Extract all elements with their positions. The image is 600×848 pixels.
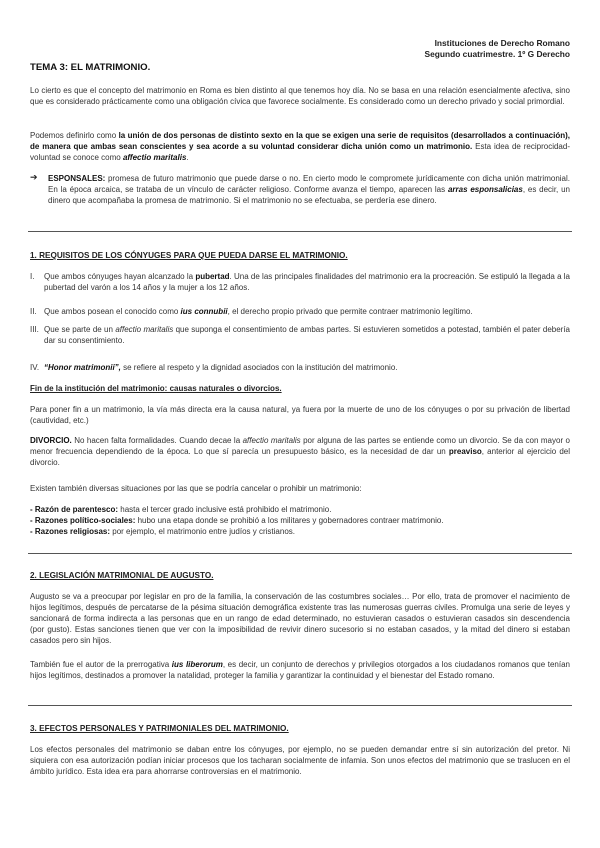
item-ii-text xyxy=(44,306,570,317)
razones-religiosas-text: por ejemplo, el matrimonio entre judíos y cristianos. xyxy=(110,527,295,536)
header-institution: Instituciones de Derecho Romano xyxy=(434,38,570,48)
augusto-p2-a: También fue el autor de la prerrogativa xyxy=(30,660,172,669)
item-i-number: I. xyxy=(30,272,35,281)
document-title: TEMA 3: EL MATRIMONIO. xyxy=(30,62,151,73)
item-iv-text xyxy=(44,362,570,373)
item-iii-c: que suponga el consentimiento de ambas partes. Si estuvieren sometidos a potestad, también el pater debería dar su consentimiento. xyxy=(44,325,571,345)
arras-term: arras esponsalicias xyxy=(447,185,523,194)
document-header xyxy=(425,38,570,60)
divorcio-d: por alguna de las partes se entiende como un divorcio. Se da con mayor o menor frecuencia dependiendo de la época. Lo que sí parecía un presupuesto básico, es la necesidad de dar un xyxy=(30,436,571,456)
esponsales-paragraph xyxy=(48,173,570,206)
razones-religiosas xyxy=(30,526,570,537)
honor-matrimonii-term: “Honor matrimonii”, xyxy=(44,363,121,372)
item-ii-number: II. xyxy=(30,307,37,316)
razon-parentesco xyxy=(30,504,570,515)
item-i-a: Que ambos cónyuges hayan alcanzado la xyxy=(44,272,196,281)
arrow-bullet-icon: ➔ xyxy=(30,172,38,182)
efectos-paragraph: Los efectos personales del matrimonio se daban entre los cónyuges, por ejemplo, no se pueden demandar entre sí sin autorización del pretor. Ni siquiera con esa autorización podían iniciar procesos que los tacharan socialmente de infamia. Son unos efectos del matrimonio que se traslucen en el ámbito jurídico. Esta idea era para ahorrarse controversias en el matrimonio. xyxy=(30,745,570,776)
intro-paragraph-2 xyxy=(30,130,570,163)
item-i-c: . Una de las principales finalidades del matrimonio era la procreación. Se estipuló la llegada a la pubertad del varón a los 14 años y la mujer a los 12 años. xyxy=(44,272,570,292)
section-divider-2 xyxy=(28,553,572,554)
divorcio-paragraph xyxy=(30,435,570,468)
fin-heading: Fin de la institución del matrimonio: causas naturales o divorcios. xyxy=(30,384,282,393)
intro-p2-affectio: affectio maritalis xyxy=(122,153,187,162)
augusto-paragraph-1: Augusto se va a preocupar por legislar en pro de la familia, la conservación de las costumbres sociales… Por ello, trata de promover el nacimiento de hijos legítimos, después de percatarse de la pésima situación demográfica existente tras las numerosas guerras civiles. Promulga una serie de leyes y sancionará de forma indirecta a las personas que en un rango de edad determinado, no estuvieran casados o estuvieran casados sin descendencia (por gusto). Estas sanciones tienen que ver con la imposibilidad de revivir dinero sucesorio si no estaban casados, y la mitad del dinero si estaban casados pero sin hijos. xyxy=(30,592,570,645)
razones-religiosas-label: - Razones religiosas: xyxy=(30,527,111,536)
divorcio-affectio: affectio maritalis xyxy=(242,436,301,445)
augusto-p2-c: , es decir, un conjunto de derechos y privilegios otorgados a los ciudadanos romanos que tenían hijos legítimos, destinados a promover la natalidad, proteger la familia y garantizar la continuidad y el bienestar del Estado romano. xyxy=(30,660,570,680)
item-iii-text xyxy=(44,324,570,346)
razones-politico-text: hubo una etapa donde se prohibió a los militares y gobernadores contraer matrimonio. xyxy=(135,516,444,525)
esponsales-text: promesa de futuro matrimonio que puede darse o no. En cierto modo le compromete jurídicamente con dicha unión matrimonial. En la época arcaica, se trataba de un vínculo de carácter religioso. Conforme avanza el tiempo, aparecen las xyxy=(48,174,570,194)
item-iv-b: se refiere al respeto y la dignidad asociados con la institución del matrimonio. xyxy=(120,363,398,372)
section-divider-1 xyxy=(28,231,572,232)
razones-politico-sociales xyxy=(30,515,570,526)
razones-politico-label: - Razones político-sociales: xyxy=(30,516,136,525)
intro-p2-text: Podemos definirlo como xyxy=(30,131,119,140)
section-1-heading: 1. REQUISITOS DE LOS CÓNYUGES PARA QUE PUEDA DARSE EL MATRIMONIO. xyxy=(30,251,348,260)
razon-parentesco-label: - Razón de parentesco: xyxy=(30,505,119,514)
header-course: Segundo cuatrimestre. 1º G Derecho xyxy=(424,49,570,59)
item-iv-number: IV. xyxy=(30,363,40,372)
esponsales-text-2: , es decir, un dinero que acompañaba la promesa de matrimonio. Si el matrimonio no se efectuaba, se perdería ese dinero. xyxy=(48,185,570,205)
situaciones-paragraph: Existen también diversas situaciones por las que se podría cancelar o prohibir un matrimonio: xyxy=(30,484,362,493)
augusto-paragraph-2 xyxy=(30,659,570,681)
divorcio-label: DIVORCIO. xyxy=(30,436,72,445)
item-i-text xyxy=(44,271,570,293)
item-ii-a: Que ambos posean el conocido como xyxy=(44,307,181,316)
section-divider-3 xyxy=(28,705,572,706)
divorcio-f: , anterior al ejercicio del divorcio. xyxy=(30,447,571,467)
preaviso-term: preaviso xyxy=(448,447,482,456)
item-iii-number: III. xyxy=(30,325,39,334)
pubertad-term: pubertad xyxy=(195,272,230,281)
section-2-heading: 2. LEGISLACIÓN MATRIMONIAL DE AUGUSTO. xyxy=(30,571,214,580)
section-3-heading: 3. EFECTOS PERSONALES Y PATRIMONIALES DEL MATRIMONIO. xyxy=(30,724,289,733)
ius-connubii-term: ius connubii xyxy=(180,307,228,316)
fin-paragraph: Para poner fin a un matrimonio, la vía más directa era la causa natural, ya fuera por la muerte de uno de los cónyuges o por su privación de libertad (cautividad, etc.) xyxy=(30,405,570,425)
intro-p2-definition: la unión de dos personas de distinto sexto en la que se exigen una serie de requisitos (desarrollados a continuación), de manera que ambas sean conscientes y sea acorde a su voluntad considerar dicha unión como un matrimonio. xyxy=(30,131,571,151)
ius-liberorum-term: ius liberorum xyxy=(171,660,223,669)
intro-paragraph-1: Lo cierto es que el concepto del matrimonio en Roma es bien distinto al que tenemos hoy día. No se basa en una relación esencialmente afectiva, sino que es considerado prácticamente como una obligación cívica que favorece socialmente. Es considerado como un derecho privado y social primordial. xyxy=(30,86,570,106)
divorcio-b: No hacen falta formalidades. Cuando decae la xyxy=(71,436,243,445)
item-ii-c: , el derecho propio privado que permite contraer matrimonio legítimo. xyxy=(227,307,473,316)
item-iii-a: Que se parte de un xyxy=(44,325,116,334)
intro-p2-end: . xyxy=(186,153,189,162)
esponsales-label: ESPONSALES: xyxy=(48,174,106,183)
razon-parentesco-text: hasta el tercer grado inclusive está prohibido el matrimonio. xyxy=(118,505,332,514)
intro-p2-text-2: Esta idea de reciprocidad-voluntad se conoce como xyxy=(30,142,570,162)
affectio-term: affectio maritalis xyxy=(115,325,174,334)
